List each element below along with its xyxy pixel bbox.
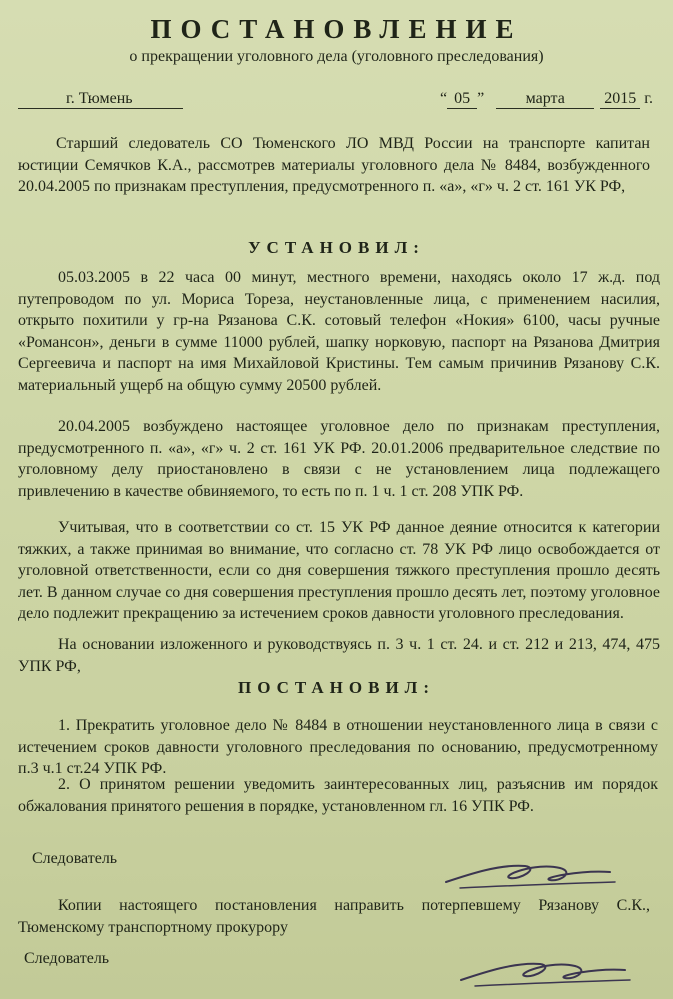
- signature-1-image: [440, 852, 620, 894]
- day-quote-open: “: [440, 90, 448, 107]
- document-title: ПОСТАНОВЛЕНИЕ: [150, 14, 523, 44]
- established-paragraph-3: Учитывая, что в соответствии со ст. 15 УК РФ данное деяние относится к категории тяжких, а также принимая во внимание, что согласно ст. 78 УК РФ лицо освобождается от уголовной ответственности, если со дня совершения тяжкого преступления прошло десять лет. В данном случае со дня совершения преступления прошло десять лет, поэтому уголовное дело подлежит прекращению за истечением сроков давности уголовного преследования.: [18, 519, 660, 622]
- established-heading: УСТАНОВИЛ:: [248, 238, 425, 257]
- resolved-item-1: 1. Прекратить уголовное дело № 8484 в отношении неустановленного лица в связи с истечением сроков давности уголовного преследования по основанию, предусмотренному п.3 ч.1 ст.24 УПК РФ.: [18, 717, 658, 777]
- established-paragraph-1: 05.03.2005 в 22 часа 00 минут, местного времени, находясь около 17 ж.д. под путепроводом по ул. Мориса Тореза, неустановленные лица, с применением насилия, открыто похитили у гр-на Рязанова С.К. сотовый телефон «Нокия» 6100, часы ручные «Романсон», деньги в сумме 11000 рублей, шапку норковую, паспорт на Рязанова Дмитрия Сергеевича и паспорт на имя Михайловой Кристины. Тем самым причинив Рязанову С.К. материальный ущерб на общую сумму 20500 рублей.: [18, 269, 660, 394]
- copies-paragraph: Копии настоящего постановления направить потерпевшему Рязанову С.К., Тюменскому транспортному прокурору: [18, 897, 650, 936]
- date-year-suffix: г.: [644, 90, 653, 107]
- date-day: 05: [447, 90, 477, 109]
- established-paragraph-4: На основании изложенного и руководствуясь п. 3 ч. 1 ст. 24. и ст. 212 и 213, 474, 475 УПК РФ,: [18, 636, 660, 675]
- date-month: марта: [496, 90, 594, 109]
- intro-paragraph: Старший следователь СО Тюменского ЛО МВД России на транспорте капитан юстиции Семячков К.А., рассмотрев материалы уголовного дела № 8484, возбужденного 20.04.2005 по признакам преступления, предусмотренного п. «а», «г» ч. 2 ст. 161 УК РФ,: [18, 135, 650, 195]
- established-paragraph-2: 20.04.2005 возбуждено настоящее уголовное дело по признакам преступления, предусмотренного п. «а», «г» ч. 2 ст. 161 УК РФ. 20.01.2006 предварительное следствие по уголовному делу приостановлено в связи с не установлением лица подлежащего привлечению в качестве обвиняемого, то есть по п. 1 ч. 1 ст. 208 УПК РФ.: [18, 418, 660, 500]
- date-field: [440, 90, 653, 109]
- resolved-heading: ПОСТАНОВИЛ:: [237, 678, 436, 697]
- day-quote-close: ”: [477, 90, 485, 107]
- place-field: г. Тюмень: [18, 90, 183, 109]
- resolved-item-2: 2. О принятом решении уведомить заинтересованных лиц, разъяснив им порядок обжалования принятого решения в порядке, установленном гл. 16 УПК РФ.: [18, 776, 658, 815]
- signature-2-image: [455, 950, 635, 992]
- date-year: 2015: [600, 90, 640, 109]
- document-subtitle: о прекращении уголовного дела (уголовного преследования): [129, 48, 544, 65]
- signature-label-1: Следователь: [32, 850, 118, 867]
- signature-label-2: Следователь: [24, 950, 110, 967]
